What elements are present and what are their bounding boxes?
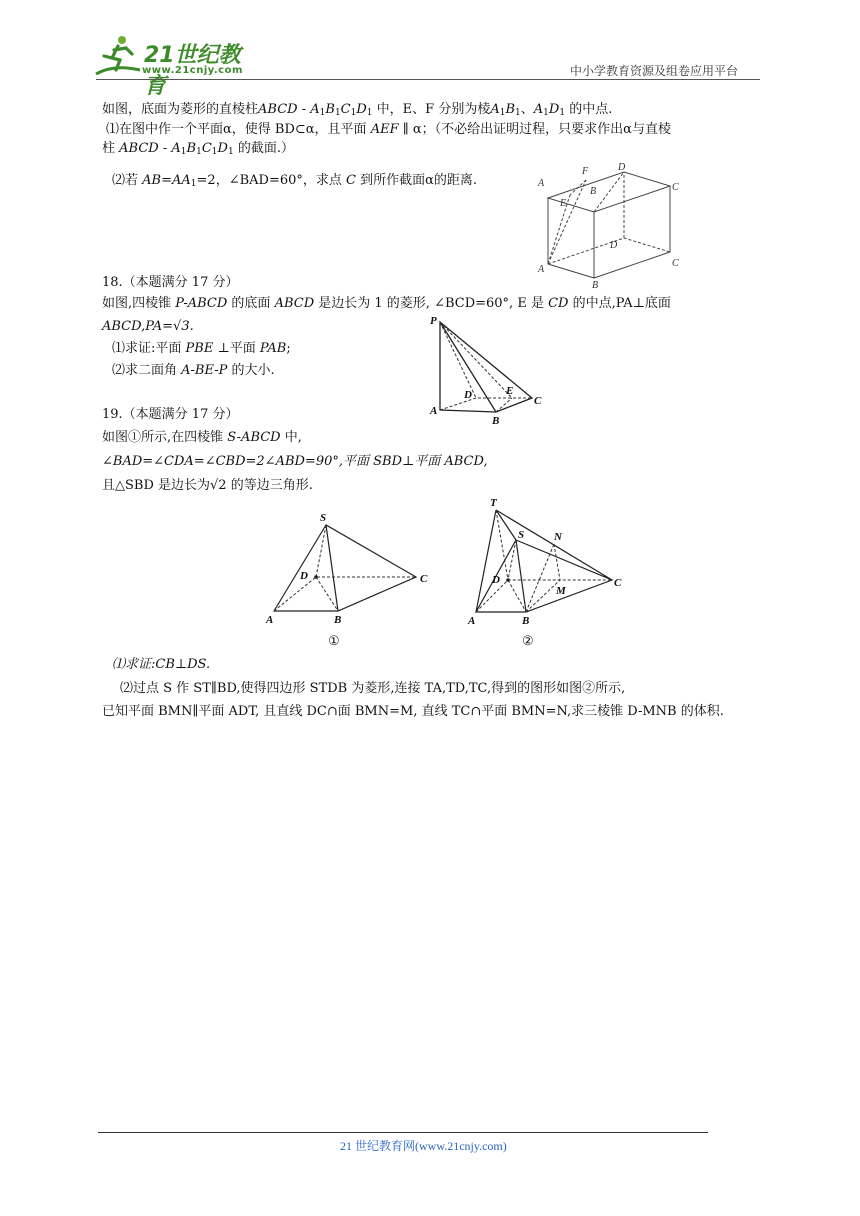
q17-prism-figure [530,160,690,290]
svg-text:B: B [522,615,530,627]
q19-figure-1 [260,505,440,635]
q19-figure-2 [462,494,632,634]
svg-text:C: C [534,395,542,407]
svg-text:E: E [506,385,514,397]
svg-text:C: C [672,182,679,193]
q19-part2: ⑵过点 S 作 ST∥BD,使得四边形 STDB 为菱形,连接 TA,TD,TC,得到的图形如图②所示, [120,681,626,696]
svg-text:D: D [300,570,308,582]
header-logo [92,34,262,99]
svg-text:B: B [590,186,597,197]
svg-text:A: A [468,615,476,627]
q19-part1: ⑴求证:CB⊥DS. [112,657,211,672]
svg-text:A: A [538,264,545,275]
header-divider [96,79,760,80]
q18-statement: 如图,四棱锥 P-ABCD 的底面 ABCD 是边长为 1 的菱形, ∠BCD=60°, E 是 CD 的中点,PA⊥底面 [102,296,671,311]
svg-text:T: T [490,497,497,509]
svg-text:N: N [554,531,562,543]
q18-statement-cont: ABCD,PA=√3. [102,319,194,334]
q17-part2: ⑵若 $AB=AA_1=2$，∠BAD=60°，求点 C 到所作截面α的距离. [112,173,478,189]
svg-text:D: D [492,574,500,586]
svg-text:C: C [672,258,679,269]
footer-divider [98,1132,708,1133]
q19-fig2-caption: ② [522,634,534,649]
svg-text:D: D [618,162,626,173]
logo-url-text: www.21cnjy.com [142,65,243,76]
q17-part1-cont: 柱 ABCD - $A_1B_1C_1D_1$ 的截面.） [102,141,294,157]
q19-triangle: 且△SBD 是边长为√2 的等边三角形. [102,478,313,493]
logo-brand-text: 21世纪教育 [144,43,241,99]
svg-text:P: P [430,315,437,327]
svg-text:F: F [582,166,589,177]
q17-intro: 如图，底面为菱形的直棱柱ABCD - $A_1B_1C_1D_1$ 中，E、F 分别为棱$A_1B_1$、$A_1D_1$ 的中点. [102,102,613,118]
q18-part2: ⑵求二面角 A-BE-P 的大小. [112,363,275,378]
q18-part1: ⑴求证:平面 PBE ⊥平面 PAB; [112,341,291,356]
q19-angles: ∠BAD=∠CDA=∠CBD=2∠ABD=90°,平面 SBD⊥平面 ABCD, [102,454,488,469]
svg-text:S: S [320,512,327,524]
q19-statement: 如图①所示,在四棱锥 S-ABCD 中, [102,430,302,445]
svg-text:C: C [420,573,428,585]
svg-text:E: E [560,198,567,209]
svg-text:C: C [614,577,622,589]
svg-text:S: S [518,529,525,541]
q19-fig1-caption: ① [328,634,340,649]
svg-text:A: A [430,405,438,417]
header-platform-text: 中小学教育资源及组卷应用平台 [570,64,739,78]
svg-text:D: D [464,389,472,401]
svg-text:B: B [492,415,500,427]
runner-logo-icon [92,34,144,78]
q19-title: 19.（本题满分 17 分） [102,407,239,422]
svg-text:B: B [334,614,342,626]
svg-text:D: D [610,240,618,251]
q17-part1: ⑴在图中作一个平面α，使得 BD⊂α，且平面 AEF ∥ α；（不必给出证明过程，只要求作出α与直棱 [106,122,671,137]
svg-text:M: M [556,585,566,597]
svg-text:A: A [538,178,545,189]
q18-pyramid-figure [420,310,560,430]
svg-text:B: B [592,280,599,290]
footer-text: 21 世纪教育网(www.21cnjy.com) [340,1139,507,1153]
svg-text:A: A [266,614,274,626]
q18-title: 18.（本题满分 17 分） [102,275,239,290]
q19-part2-cont: 已知平面 BMN∥平面 ADT, 且直线 DC∩面 BMN=M, 直线 TC∩平面 BMN=N,求三棱锥 D-MNB 的体积. [102,704,724,719]
